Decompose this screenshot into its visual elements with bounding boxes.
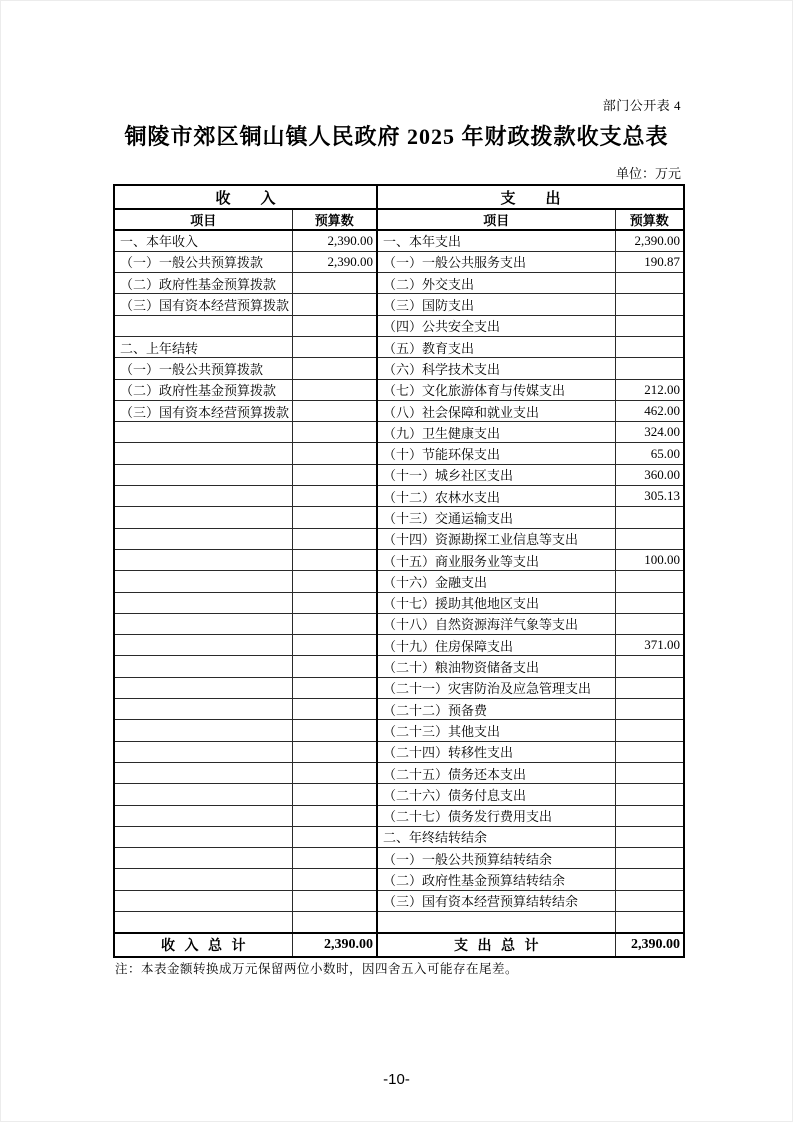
- expense-item-header: 项目: [377, 209, 615, 230]
- table-row: [114, 549, 684, 570]
- income-item-cell: （二）政府性基金预算拨款: [114, 379, 292, 400]
- expense-value-cell: [615, 784, 684, 805]
- expense-value-cell: 100.00: [615, 549, 684, 570]
- income-value-cell: [292, 528, 377, 549]
- table-row: [114, 315, 684, 336]
- income-item-cell: [114, 890, 292, 911]
- income-item-cell: [114, 571, 292, 592]
- income-value-cell: [292, 720, 377, 741]
- income-item-cell: [114, 635, 292, 656]
- income-value-cell: [292, 592, 377, 613]
- expense-item-cell: （十六）金融支出: [377, 571, 615, 592]
- income-item-cell: [114, 741, 292, 762]
- income-value-cell: [292, 699, 377, 720]
- expense-item-cell: （十三）交通运输支出: [377, 507, 615, 528]
- table-row: [114, 294, 684, 315]
- income-value-cell: 2,390.00: [292, 251, 377, 272]
- expense-value-cell: 65.00: [615, 443, 684, 464]
- income-item-cell: [114, 443, 292, 464]
- table-row: [114, 336, 684, 357]
- income-value-cell: [292, 784, 377, 805]
- income-total-value: 2,390.00: [292, 933, 377, 957]
- table-row: [114, 848, 684, 869]
- expense-value-cell: [615, 656, 684, 677]
- expense-value-cell: 305.13: [615, 486, 684, 507]
- table-row: [114, 273, 684, 294]
- table-row: [114, 592, 684, 613]
- income-item-cell: （一）一般公共预算拨款: [114, 358, 292, 379]
- expense-item-cell: （四）公共安全支出: [377, 315, 615, 336]
- expense-value-cell: [615, 699, 684, 720]
- income-item-cell: [114, 805, 292, 826]
- expense-value-cell: [615, 720, 684, 741]
- income-item-cell: [114, 315, 292, 336]
- expense-value-cell: 2,390.00: [615, 230, 684, 251]
- budget-table: [113, 184, 685, 958]
- expense-value-cell: 212.00: [615, 379, 684, 400]
- income-item-cell: [114, 486, 292, 507]
- income-item-cell: （二）政府性基金预算拨款: [114, 273, 292, 294]
- expense-section-header: 支 出: [377, 185, 684, 209]
- expense-value-cell: [615, 826, 684, 847]
- income-item-cell: [114, 528, 292, 549]
- income-value-cell: [292, 464, 377, 485]
- table-row: [114, 358, 684, 379]
- expense-item-cell: 二、年终结转结余: [377, 826, 615, 847]
- table-row: [114, 464, 684, 485]
- expense-budget-header: 预算数: [615, 209, 684, 230]
- expense-value-cell: [615, 805, 684, 826]
- income-section-header: 收 入: [114, 185, 377, 209]
- page-number: -10-: [383, 1071, 410, 1088]
- expense-item-cell: （十二）农林水支出: [377, 486, 615, 507]
- income-value-cell: [292, 549, 377, 570]
- footnote: 注：本表金额转换成万元保留两位小数时，因四舍五入可能存在尾差。: [115, 962, 519, 976]
- income-value-cell: [292, 890, 377, 911]
- income-item-cell: [114, 656, 292, 677]
- table-row: [114, 720, 684, 741]
- table-row: [114, 741, 684, 762]
- table-row: [114, 869, 684, 890]
- expense-item-cell: （二十一）灾害防治及应急管理支出: [377, 677, 615, 698]
- table-row: [114, 699, 684, 720]
- table-row: [114, 613, 684, 634]
- table-row: [114, 635, 684, 656]
- expense-item-cell: （六）科学技术支出: [377, 358, 615, 379]
- table-row: [114, 762, 684, 783]
- income-value-cell: [292, 677, 377, 698]
- expense-item-cell: [377, 912, 615, 933]
- income-item-cell: （一）一般公共预算拨款: [114, 251, 292, 272]
- expense-item-cell: （十四）资源勘探工业信息等支出: [377, 528, 615, 549]
- expense-value-cell: 324.00: [615, 422, 684, 443]
- income-item-cell: [114, 464, 292, 485]
- expense-value-cell: [615, 592, 684, 613]
- income-item-cell: [114, 422, 292, 443]
- budget-table-body: [114, 230, 684, 933]
- expense-value-cell: [615, 741, 684, 762]
- income-value-cell: [292, 912, 377, 933]
- income-item-cell: [114, 869, 292, 890]
- expense-total-label: 支 出 总 计: [377, 933, 615, 957]
- expense-value-cell: [615, 507, 684, 528]
- expense-value-cell: [615, 571, 684, 592]
- income-item-cell: （三）国有资本经营预算拨款: [114, 400, 292, 421]
- income-item-cell: [114, 848, 292, 869]
- expense-item-cell: （一）一般公共预算结转结余: [377, 848, 615, 869]
- table-row: [114, 400, 684, 421]
- income-value-cell: [292, 805, 377, 826]
- income-item-cell: [114, 677, 292, 698]
- income-value-cell: [292, 273, 377, 294]
- income-value-cell: [292, 848, 377, 869]
- income-budget-header: 预算数: [292, 209, 377, 230]
- expense-value-cell: 462.00: [615, 400, 684, 421]
- income-item-cell: [114, 784, 292, 805]
- expense-item-cell: （五）教育支出: [377, 336, 615, 357]
- income-value-cell: [292, 294, 377, 315]
- income-value-cell: [292, 379, 377, 400]
- income-item-cell: （三）国有资本经营预算拨款: [114, 294, 292, 315]
- expense-value-cell: [615, 890, 684, 911]
- expense-value-cell: [615, 273, 684, 294]
- expense-value-cell: [615, 762, 684, 783]
- expense-value-cell: [615, 869, 684, 890]
- expense-value-cell: [615, 528, 684, 549]
- income-item-cell: [114, 592, 292, 613]
- expense-item-cell: （二）外交支出: [377, 273, 615, 294]
- table-row: [114, 677, 684, 698]
- expense-item-cell: （二十七）债务发行费用支出: [377, 805, 615, 826]
- expense-value-cell: 371.00: [615, 635, 684, 656]
- table-row: [114, 784, 684, 805]
- expense-item-cell: （十五）商业服务业等支出: [377, 549, 615, 570]
- expense-item-cell: （二十二）预备费: [377, 699, 615, 720]
- unit-label: 单位：万元: [615, 166, 681, 181]
- income-total-label: 收 入 总 计: [114, 933, 292, 957]
- table-row: [114, 507, 684, 528]
- table-row: [114, 912, 684, 933]
- income-item-cell: [114, 720, 292, 741]
- doc-label: 部门公开表 4: [602, 98, 681, 113]
- expense-value-cell: [615, 315, 684, 336]
- expense-item-cell: （二十四）转移性支出: [377, 741, 615, 762]
- expense-total-value: 2,390.00: [615, 933, 684, 957]
- expense-item-cell: （八）社会保障和就业支出: [377, 400, 615, 421]
- expense-value-cell: [615, 336, 684, 357]
- income-item-cell: [114, 699, 292, 720]
- income-item-cell: 一、本年收入: [114, 230, 292, 251]
- expense-value-cell: 360.00: [615, 464, 684, 485]
- expense-item-cell: （十八）自然资源海洋气象等支出: [377, 613, 615, 634]
- income-value-cell: 2,390.00: [292, 230, 377, 251]
- income-item-cell: [114, 613, 292, 634]
- income-item-cell: [114, 549, 292, 570]
- income-value-cell: [292, 336, 377, 357]
- income-value-cell: [292, 826, 377, 847]
- income-value-cell: [292, 486, 377, 507]
- income-value-cell: [292, 656, 377, 677]
- table-row: [114, 251, 684, 272]
- expense-item-cell: 一、本年支出: [377, 230, 615, 251]
- table-row: [114, 656, 684, 677]
- table-row: [114, 571, 684, 592]
- expense-item-cell: （十九）住房保障支出: [377, 635, 615, 656]
- income-value-cell: [292, 443, 377, 464]
- income-item-cell: 二、上年结转: [114, 336, 292, 357]
- expense-value-cell: [615, 294, 684, 315]
- expense-item-cell: （一）一般公共服务支出: [377, 251, 615, 272]
- income-value-cell: [292, 507, 377, 528]
- table-row: [114, 890, 684, 911]
- table-row: [114, 230, 684, 251]
- table-row: [114, 486, 684, 507]
- expense-item-cell: （七）文化旅游体育与传媒支出: [377, 379, 615, 400]
- column-header-row: [114, 209, 684, 230]
- income-value-cell: [292, 358, 377, 379]
- income-item-header: 项目: [114, 209, 292, 230]
- expense-value-cell: 190.87: [615, 251, 684, 272]
- table-row: [114, 805, 684, 826]
- expense-item-cell: （十七）援助其他地区支出: [377, 592, 615, 613]
- table-row: [114, 379, 684, 400]
- table-row: [114, 422, 684, 443]
- income-item-cell: [114, 826, 292, 847]
- expense-item-cell: （十一）城乡社区支出: [377, 464, 615, 485]
- expense-value-cell: [615, 677, 684, 698]
- income-value-cell: [292, 762, 377, 783]
- expense-value-cell: [615, 848, 684, 869]
- income-value-cell: [292, 400, 377, 421]
- section-header-row: [114, 185, 684, 209]
- income-item-cell: [114, 912, 292, 933]
- total-row: [114, 933, 684, 957]
- income-value-cell: [292, 869, 377, 890]
- income-value-cell: [292, 571, 377, 592]
- table-row: [114, 826, 684, 847]
- expense-item-cell: （二十五）债务还本支出: [377, 762, 615, 783]
- expense-item-cell: （二十六）债务付息支出: [377, 784, 615, 805]
- income-value-cell: [292, 635, 377, 656]
- expense-item-cell: （九）卫生健康支出: [377, 422, 615, 443]
- income-value-cell: [292, 741, 377, 762]
- table-row: [114, 528, 684, 549]
- income-value-cell: [292, 613, 377, 634]
- expense-item-cell: （二十）粮油物资储备支出: [377, 656, 615, 677]
- expense-value-cell: [615, 613, 684, 634]
- expense-value-cell: [615, 912, 684, 933]
- income-item-cell: [114, 507, 292, 528]
- expense-item-cell: （三）国有资本经营预算结转结余: [377, 890, 615, 911]
- income-item-cell: [114, 762, 292, 783]
- expense-item-cell: （二）政府性基金预算结转结余: [377, 869, 615, 890]
- income-value-cell: [292, 422, 377, 443]
- table-row: [114, 443, 684, 464]
- page-title: 铜陵市郊区铜山镇人民政府 2025 年财政拨款收支总表: [124, 124, 669, 149]
- expense-item-cell: （二十三）其他支出: [377, 720, 615, 741]
- income-value-cell: [292, 315, 377, 336]
- expense-item-cell: （三）国防支出: [377, 294, 615, 315]
- expense-value-cell: [615, 358, 684, 379]
- expense-item-cell: （十）节能环保支出: [377, 443, 615, 464]
